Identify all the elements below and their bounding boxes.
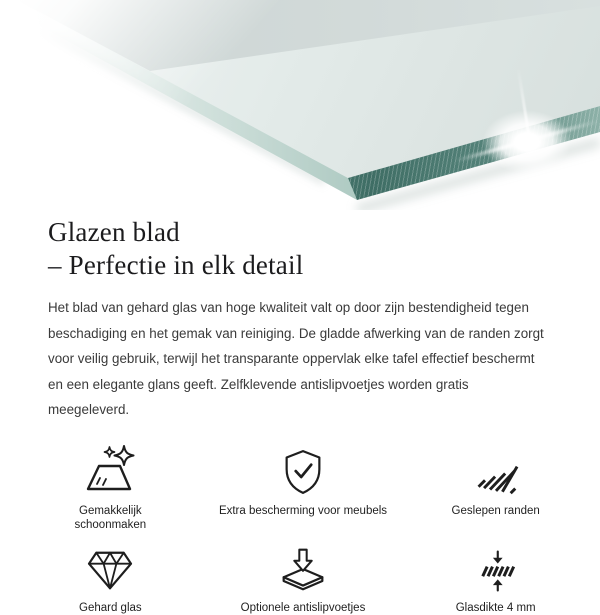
shield-check-icon (283, 449, 323, 495)
feature-label: Optionele antislipvoetjes (240, 601, 366, 614)
feature-glass-thickness (399, 548, 592, 615)
antislip-pad-icon (279, 546, 327, 592)
feature-antislip-pads (207, 548, 400, 615)
page-title-line2: – Perfectie in elk detail (48, 250, 304, 280)
feature-tempered-glass (14, 548, 207, 615)
sparkle-icon (465, 98, 589, 186)
feature-protection (207, 443, 400, 532)
product-description: Het blad van gehard glas van hoge kwaliteit valt op door zijn bestendigheid tegen beschadiging en het gemak van reiniging. De gladde afwerking van de randen zorgt voor veilig gebruik, terwijl het transparante oppervlak elke tafel effectief beschermt en een elegante glans geeft. Zelfklevende antislipvoetjes worden gratis meegeleverd. (48, 300, 544, 417)
hero-glass-photo (0, 0, 600, 210)
diamond-icon (86, 550, 134, 592)
feature-label: Extra bescherming voor meubels (218, 504, 388, 517)
feature-label: Gemakkelijk schoonmaken (74, 504, 147, 531)
feature-label: Glasdikte 4 mm (455, 601, 536, 614)
polished-edges-icon (473, 451, 519, 495)
feature-polished-edges (399, 443, 592, 532)
page-title-line1: Glazen blad (48, 217, 180, 247)
glass-thickness-icon (473, 550, 519, 592)
feature-grid (14, 443, 592, 615)
clean-surface-icon (82, 443, 138, 495)
feature-easy-cleaning (14, 443, 207, 532)
feature-label: Gehard glas (79, 601, 142, 614)
feature-label: Geslepen randen (451, 504, 540, 517)
page-title (48, 216, 600, 282)
